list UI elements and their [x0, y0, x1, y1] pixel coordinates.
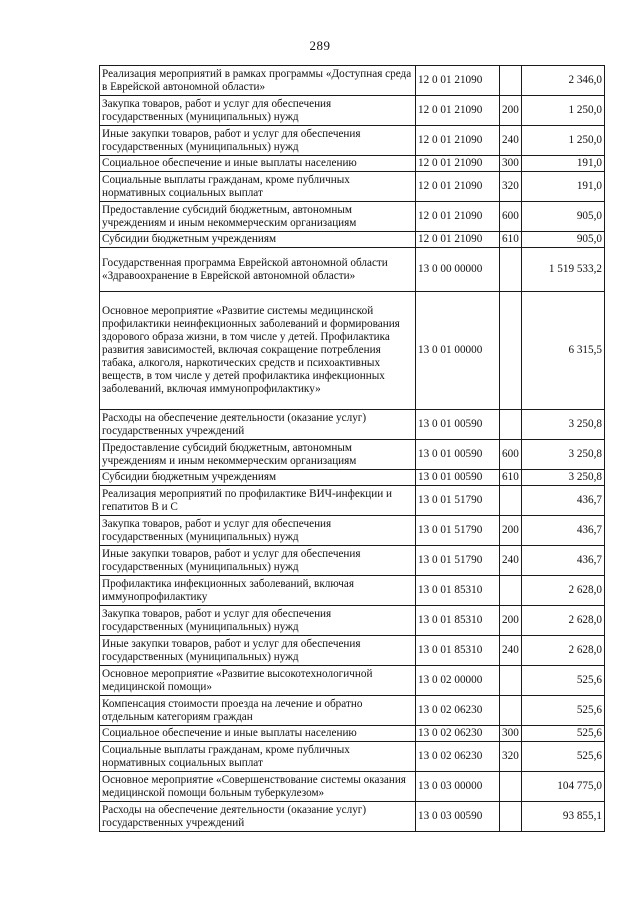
row-name: Субсидии бюджетным учреждениям	[100, 470, 416, 486]
row-amount: 525,6	[522, 742, 605, 772]
row-expense-type	[500, 576, 522, 606]
row-target-article: 12 0 01 21090	[416, 156, 500, 172]
row-expense-type: 300	[500, 156, 522, 172]
table-row	[100, 606, 605, 636]
row-amount: 93 855,1	[522, 802, 605, 832]
row-amount: 2 628,0	[522, 576, 605, 606]
row-amount: 104 775,0	[522, 772, 605, 802]
row-name: Государственная программа Еврейской автономной области «Здравоохранение в Еврейской автономной области»	[100, 248, 416, 292]
row-target-article: 13 0 01 00000	[416, 292, 500, 410]
table-row	[100, 248, 605, 292]
row-amount: 191,0	[522, 156, 605, 172]
table-row	[100, 292, 605, 410]
table-row	[100, 66, 605, 96]
row-expense-type: 600	[500, 202, 522, 232]
table-row	[100, 742, 605, 772]
row-amount: 525,6	[522, 666, 605, 696]
row-target-article: 13 0 02 06230	[416, 696, 500, 726]
row-name: Социальное обеспечение и иные выплаты населению	[100, 156, 416, 172]
row-expense-type: 240	[500, 636, 522, 666]
row-expense-type: 200	[500, 96, 522, 126]
row-target-article: 12 0 01 21090	[416, 96, 500, 126]
row-name: Расходы на обеспечение деятельности (оказание услуг) государственных учреждений	[100, 410, 416, 440]
page-number: 289	[309, 38, 331, 53]
table-row	[100, 172, 605, 202]
row-name: Реализация мероприятий по профилактике ВИЧ-инфекции и гепатитов В и С	[100, 486, 416, 516]
row-amount: 3 250,8	[522, 440, 605, 470]
row-expense-type	[500, 292, 522, 410]
row-amount: 3 250,8	[522, 470, 605, 486]
table-row	[100, 410, 605, 440]
row-target-article: 12 0 01 21090	[416, 126, 500, 156]
row-expense-type	[500, 248, 522, 292]
row-amount: 6 315,5	[522, 292, 605, 410]
row-expense-type	[500, 802, 522, 832]
table-row	[100, 802, 605, 832]
row-amount: 2 346,0	[522, 66, 605, 96]
table-row	[100, 666, 605, 696]
row-name: Закупка товаров, работ и услуг для обеспечения государственных (муниципальных) нужд	[100, 96, 416, 126]
row-name: Социальное обеспечение и иные выплаты населению	[100, 726, 416, 742]
row-target-article: 12 0 01 21090	[416, 172, 500, 202]
row-name: Закупка товаров, работ и услуг для обеспечения государственных (муниципальных) нужд	[100, 516, 416, 546]
row-expense-type	[500, 486, 522, 516]
row-target-article: 13 0 01 00590	[416, 440, 500, 470]
row-target-article: 13 0 02 06230	[416, 726, 500, 742]
table-row	[100, 546, 605, 576]
row-target-article: 13 0 00 00000	[416, 248, 500, 292]
row-expense-type: 610	[500, 232, 522, 248]
row-name: Предоставление субсидий бюджетным, автономным учреждениям и иным некоммерческим организациям	[100, 202, 416, 232]
row-target-article: 13 0 01 51790	[416, 516, 500, 546]
row-name: Иные закупки товаров, работ и услуг для обеспечения государственных (муниципальных) нужд	[100, 546, 416, 576]
row-name: Социальные выплаты гражданам, кроме публичных нормативных социальных выплат	[100, 172, 416, 202]
row-target-article: 13 0 01 00590	[416, 410, 500, 440]
row-amount: 1 250,0	[522, 96, 605, 126]
table-row	[100, 126, 605, 156]
table-row	[100, 636, 605, 666]
row-amount: 3 250,8	[522, 410, 605, 440]
row-name: Профилактика инфекционных заболеваний, включая иммунопрофилактику	[100, 576, 416, 606]
row-name: Закупка товаров, работ и услуг для обеспечения государственных (муниципальных) нужд	[100, 606, 416, 636]
row-amount: 525,6	[522, 726, 605, 742]
row-expense-type	[500, 772, 522, 802]
row-expense-type: 240	[500, 546, 522, 576]
row-amount: 525,6	[522, 696, 605, 726]
row-name: Предоставление субсидий бюджетным, автономным учреждениям и иным некоммерческим организациям	[100, 440, 416, 470]
row-name: Компенсация стоимости проезда на лечение и обратно отдельным категориям граждан	[100, 696, 416, 726]
row-amount: 436,7	[522, 546, 605, 576]
budget-table	[99, 65, 605, 832]
row-expense-type: 300	[500, 726, 522, 742]
row-amount: 436,7	[522, 516, 605, 546]
row-expense-type: 610	[500, 470, 522, 486]
row-expense-type: 240	[500, 126, 522, 156]
table-row	[100, 470, 605, 486]
row-expense-type	[500, 410, 522, 440]
row-target-article: 13 0 01 51790	[416, 546, 500, 576]
row-expense-type: 600	[500, 440, 522, 470]
row-target-article: 13 0 01 51790	[416, 486, 500, 516]
table-row	[100, 96, 605, 126]
table-row	[100, 726, 605, 742]
row-name: Субсидии бюджетным учреждениям	[100, 232, 416, 248]
row-target-article: 12 0 01 21090	[416, 66, 500, 96]
table-row	[100, 516, 605, 546]
row-target-article: 13 0 02 06230	[416, 742, 500, 772]
row-amount: 1 519 533,2	[522, 248, 605, 292]
row-expense-type: 200	[500, 516, 522, 546]
row-target-article: 13 0 01 85310	[416, 636, 500, 666]
budget-table-body	[100, 66, 605, 832]
row-expense-type	[500, 66, 522, 96]
row-amount: 1 250,0	[522, 126, 605, 156]
table-row	[100, 232, 605, 248]
row-target-article: 12 0 01 21090	[416, 232, 500, 248]
row-amount: 191,0	[522, 172, 605, 202]
row-name: Основное мероприятие «Развитие системы медицинской профилактики неинфекционных заболеваний и формирования здорового образа жизни, в том числе у детей. Профилактика развития зависимостей, включая сокращение потребления табака, алкоголя, наркотических средств и психоактивных веществ, в том числе у детей профилактика инфекционных заболеваний, включая иммунопрофилактику»	[100, 292, 416, 410]
row-target-article: 13 0 01 85310	[416, 606, 500, 636]
row-target-article: 13 0 01 00590	[416, 470, 500, 486]
row-target-article: 13 0 03 00000	[416, 772, 500, 802]
table-row	[100, 440, 605, 470]
table-row	[100, 576, 605, 606]
row-expense-type: 320	[500, 742, 522, 772]
row-expense-type	[500, 666, 522, 696]
row-expense-type	[500, 696, 522, 726]
table-row	[100, 486, 605, 516]
row-name: Основное мероприятие «Развитие высокотехнологичной медицинской помощи»	[100, 666, 416, 696]
table-row	[100, 696, 605, 726]
row-target-article: 13 0 01 85310	[416, 576, 500, 606]
row-name: Социальные выплаты гражданам, кроме публичных нормативных социальных выплат	[100, 742, 416, 772]
row-amount: 2 628,0	[522, 636, 605, 666]
table-row	[100, 202, 605, 232]
row-amount: 905,0	[522, 202, 605, 232]
row-target-article: 13 0 02 00000	[416, 666, 500, 696]
row-amount: 2 628,0	[522, 606, 605, 636]
row-name: Иные закупки товаров, работ и услуг для обеспечения государственных (муниципальных) нужд	[100, 126, 416, 156]
row-name: Реализация мероприятий в рамках программы «Доступная среда в Еврейской автономной области»	[100, 66, 416, 96]
row-amount: 436,7	[522, 486, 605, 516]
row-amount: 905,0	[522, 232, 605, 248]
table-row	[100, 156, 605, 172]
row-target-article: 12 0 01 21090	[416, 202, 500, 232]
row-name: Иные закупки товаров, работ и услуг для обеспечения государственных (муниципальных) нужд	[100, 636, 416, 666]
table-row	[100, 772, 605, 802]
row-expense-type: 200	[500, 606, 522, 636]
row-name: Расходы на обеспечение деятельности (оказание услуг) государственных учреждений	[100, 802, 416, 832]
row-name: Основное мероприятие «Совершенствование системы оказания медицинской помощи больным туберкулезом»	[100, 772, 416, 802]
row-target-article: 13 0 03 00590	[416, 802, 500, 832]
row-expense-type: 320	[500, 172, 522, 202]
